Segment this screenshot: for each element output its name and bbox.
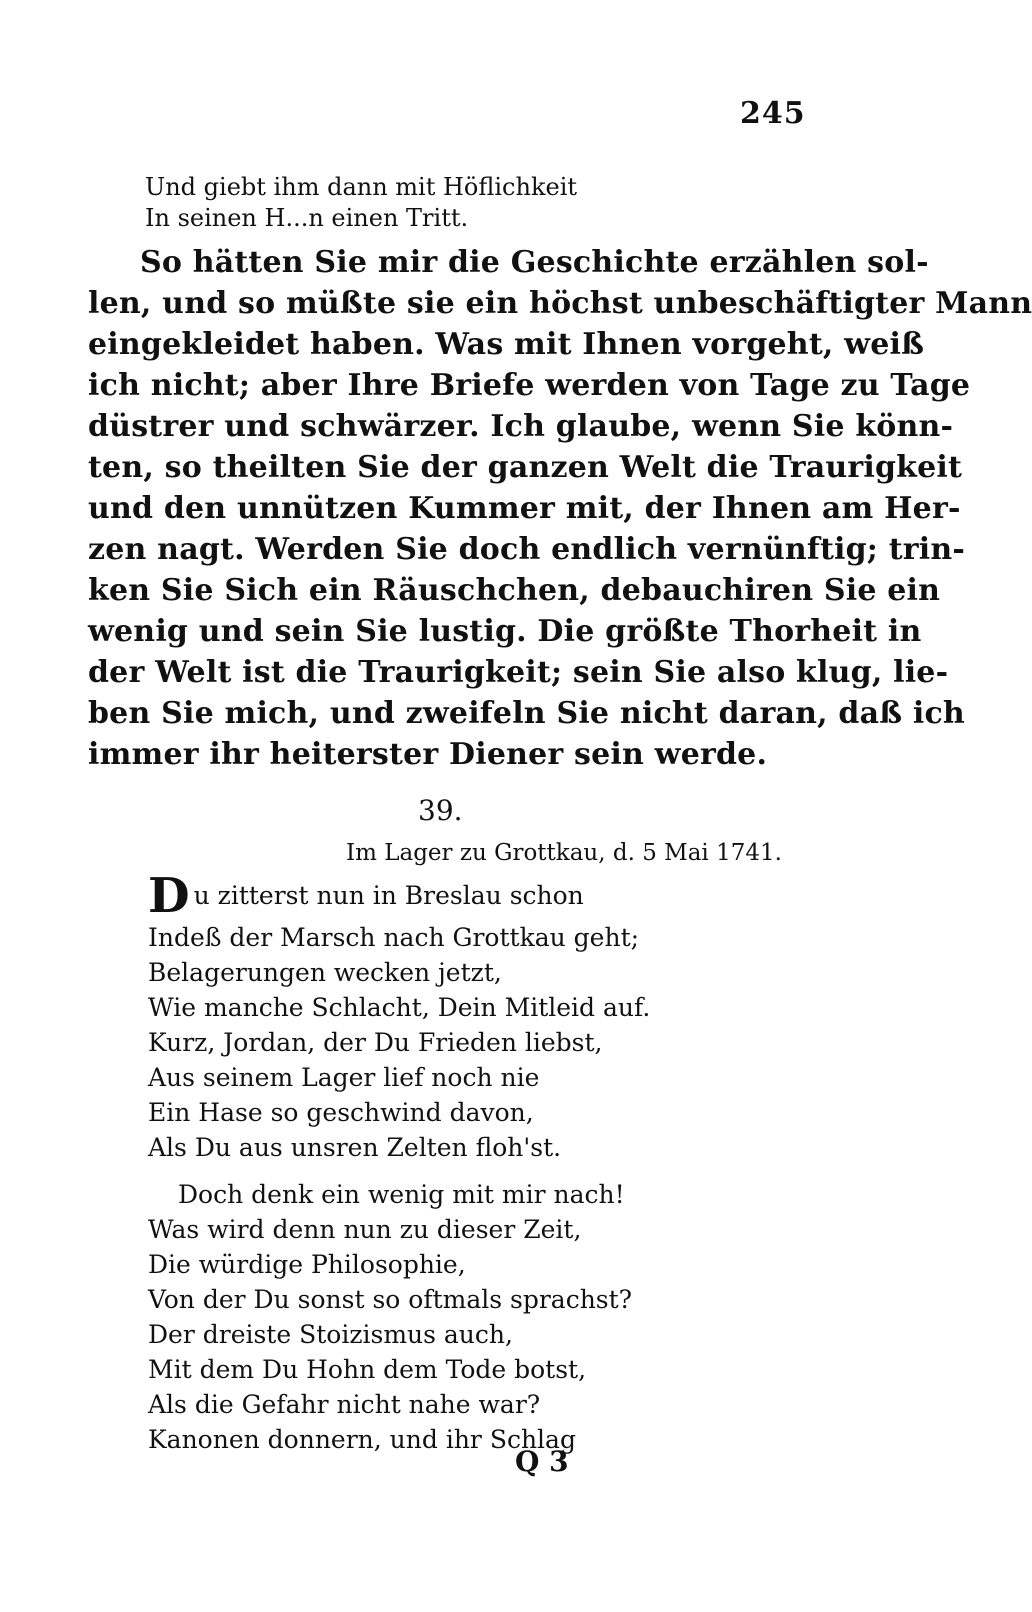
poem-line: Kurz, Jordan, der Du Frieden liebst, bbox=[148, 1028, 603, 1057]
poem-line: Kanonen donnern, und ihr Schlag bbox=[148, 1425, 576, 1454]
signature-mark: Q 3 bbox=[515, 1445, 569, 1478]
prose-line: len, und so müßte sie ein höchst unbeschäftigter Mann bbox=[88, 286, 1032, 321]
poem-line: Ein Hase so geschwind davon, bbox=[148, 1098, 534, 1127]
prose-line: So hätten Sie mir die Geschichte erzählen sol- bbox=[140, 245, 929, 280]
poem-first-line bbox=[148, 868, 584, 924]
verse-line: Und giebt ihm dann mit Höflichkeit bbox=[145, 173, 578, 201]
dropcap: D bbox=[148, 868, 190, 924]
poem-line: Als die Gefahr nicht nahe war? bbox=[148, 1390, 541, 1419]
prose-line: wenig und sein Sie lustig. Die größte Thorheit in bbox=[88, 614, 922, 649]
prose-line: düstrer und schwärzer. Ich glaube, wenn Sie könn- bbox=[88, 409, 954, 444]
poem-line: Als Du aus unsren Zelten floh'st. bbox=[148, 1133, 562, 1162]
poem-line: Wie manche Schlacht, Dein Mitleid auf. bbox=[148, 993, 651, 1022]
poem-line: Belagerungen wecken jetzt, bbox=[148, 958, 502, 987]
prose-line: ben Sie mich, und zweifeln Sie nicht daran, daß ich bbox=[88, 696, 965, 731]
poem-line: Mit dem Du Hohn dem Tode botst, bbox=[148, 1355, 587, 1384]
prose-line: und den unnützen Kummer mit, der Ihnen am Her- bbox=[88, 491, 961, 526]
prose-line: immer ihr heiterster Diener sein werde. bbox=[88, 737, 768, 772]
poem-line: Was wird denn nun zu dieser Zeit, bbox=[148, 1215, 582, 1244]
dateline: Im Lager zu Grottkau, d. 5 Mai 1741. bbox=[346, 840, 782, 866]
prose-line: eingekleidet haben. Was mit Ihnen vorgeht, weiß bbox=[88, 327, 925, 362]
page-number: 245 bbox=[740, 96, 806, 131]
poem-line: Von der Du sonst so oftmals sprachst? bbox=[148, 1285, 633, 1314]
poem-line: Aus seinem Lager lief noch nie bbox=[148, 1063, 540, 1092]
prose-line: ken Sie Sich ein Räuschchen, debauchiren Sie ein bbox=[88, 573, 941, 608]
poem-line: Indeß der Marsch nach Grottkau geht; bbox=[148, 923, 640, 952]
poem-line-text: u zitterst nun in Breslau schon bbox=[193, 881, 584, 910]
prose-line: ten, so theilten Sie der ganzen Welt die Traurigkeit bbox=[88, 450, 963, 485]
prose-line: der Welt ist die Traurigkeit; sein Sie also klug, lie- bbox=[88, 655, 949, 690]
poem-line: Der dreiste Stoizismus auch, bbox=[148, 1320, 513, 1349]
prose-line: zen nagt. Werden Sie doch endlich vernünftig; trin- bbox=[88, 532, 966, 567]
section-number: 39. bbox=[418, 794, 463, 827]
poem-line: Die würdige Philosophie, bbox=[148, 1250, 466, 1279]
verse-line: In seinen H...n einen Tritt. bbox=[145, 204, 469, 232]
poem-line: Doch denk ein wenig mit mir nach! bbox=[178, 1180, 625, 1209]
prose-line: ich nicht; aber Ihre Briefe werden von Tage zu Tage bbox=[88, 368, 971, 403]
